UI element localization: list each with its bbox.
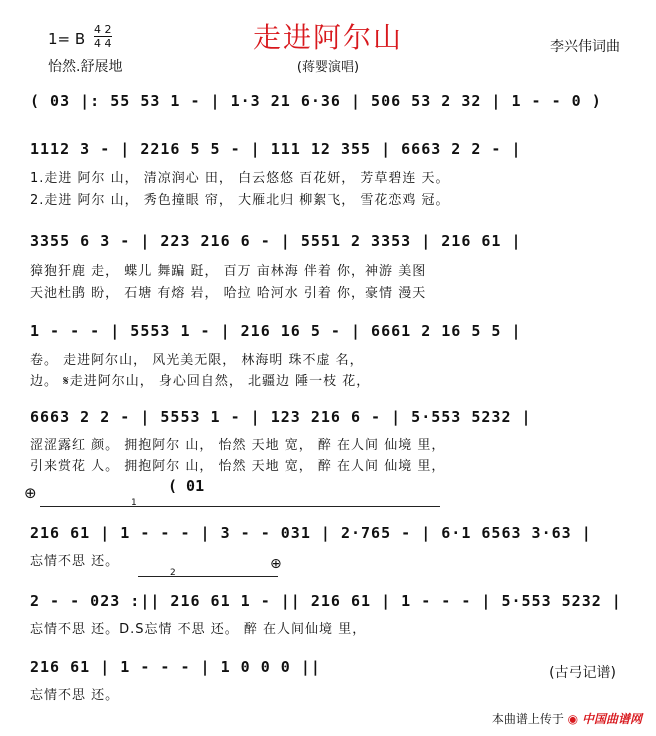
- volta-two-label: 2: [170, 568, 176, 578]
- lyric-row-3-verse-1: 卷。 走进阿尔山， 风光美无限， 林海明 珠不虚 名，: [30, 353, 364, 368]
- lyric-row-4-verse-1: 涩涩露红 颜。 拥抱阿尔 山， 怡然 天地 宽， 醉 在人间 仙境 里，: [30, 438, 446, 453]
- lyric-row-2-verse-2: 天池杜鹃 盼， 石塘 有熔 岩， 哈拉 哈河水 引着 你，豪情 漫天: [30, 286, 427, 301]
- lyric-row-7: 忘情不思 还。: [30, 688, 120, 703]
- footer-prefix: 本曲谱上传于: [491, 712, 564, 726]
- notation-row-intro: ( 03 |: 55 53 1 - | 1·3 21 6·36 | 506 53 2 32 | 1 - - 0 ): [30, 92, 602, 110]
- footer-site: 中国曲谱网: [581, 712, 642, 726]
- notation-row-5: 216 61 | 1 - - - | 3 - - 031 | 2·765 - | 6·1 6563 3·63 |: [30, 524, 592, 542]
- singer: (蒋婴演唱): [296, 60, 360, 75]
- key-signature: 1= B: [48, 30, 86, 48]
- notation-row-7: 216 61 | 1 - - - | 1 0 0 0 ||: [30, 658, 321, 676]
- lyric-row-1-verse-1: 1.走进 阿尔 山， 清凉润心 田， 白云悠悠 百花妍， 芳草碧连 天。: [30, 171, 450, 186]
- meter-bottom: 4 4: [94, 37, 112, 50]
- transcription-credit: (古弓记谱): [549, 665, 616, 681]
- lyric-row-6: 忘情不思 还。D.S忘情 不思 还。 醉 在人间仙境 里，: [30, 622, 367, 637]
- coda-sign: ⊕: [24, 484, 37, 502]
- notation-row-6: 2 - - 023 :|| 216 61 1 - || 216 61 | 1 - - - | 5·553 5232 |: [30, 592, 622, 610]
- volta-one-start: ( 01: [168, 477, 205, 495]
- lyric-row-5: 忘情不思 还。: [30, 554, 120, 569]
- author: 李兴伟词曲: [550, 39, 620, 55]
- notation-row-3: 1 - - - | 5553 1 - | 216 16 5 - | 6661 2 16 5 5 |: [30, 322, 522, 340]
- meter-top: 4 2: [94, 23, 112, 36]
- lyric-row-3-verse-2: 边。 𝄋走进阿尔山， 身心回自然， 北疆边 陲一枝 花，: [30, 374, 371, 389]
- tempo-marking: 怡然.舒展地: [48, 59, 123, 75]
- lyric-row-4-verse-2: 引来赏花 人。 拥抱阿尔 山， 怡然 天地 宽， 醉 在人间 仙境 里，: [30, 459, 446, 474]
- notation-row-2: 3355 6 3 - | 223 216 6 - | 5551 2 3353 | 216 61 |: [30, 232, 522, 250]
- lyric-row-2-verse-1: 獐狍犴鹿 走， 蝶儿 舞蹁 跹， 百万 亩林海 伴着 你，神游 美图: [30, 264, 427, 279]
- footer-watermark: [492, 710, 642, 727]
- time-signature: [94, 24, 112, 49]
- lyric-row-1-verse-2: 2.走进 阿尔 山， 秀色撞眼 帘， 大雁北归 柳絮飞， 雪花恋鸡 冠。: [30, 193, 450, 208]
- volta-one-label: 1: [131, 498, 137, 508]
- song-title: 走进阿尔山: [252, 21, 403, 54]
- notation-row-4: 6663 2 2 - | 5553 1 - | 123 216 6 - | 5·553 5232 |: [30, 408, 532, 426]
- coda-sign-2: ⊕: [270, 556, 282, 572]
- globe-icon: ◉: [567, 712, 579, 726]
- notation-row-1: 1112 3 - | 2216 5 5 - | 111 12 355 | 6663 2 2 - |: [30, 140, 522, 158]
